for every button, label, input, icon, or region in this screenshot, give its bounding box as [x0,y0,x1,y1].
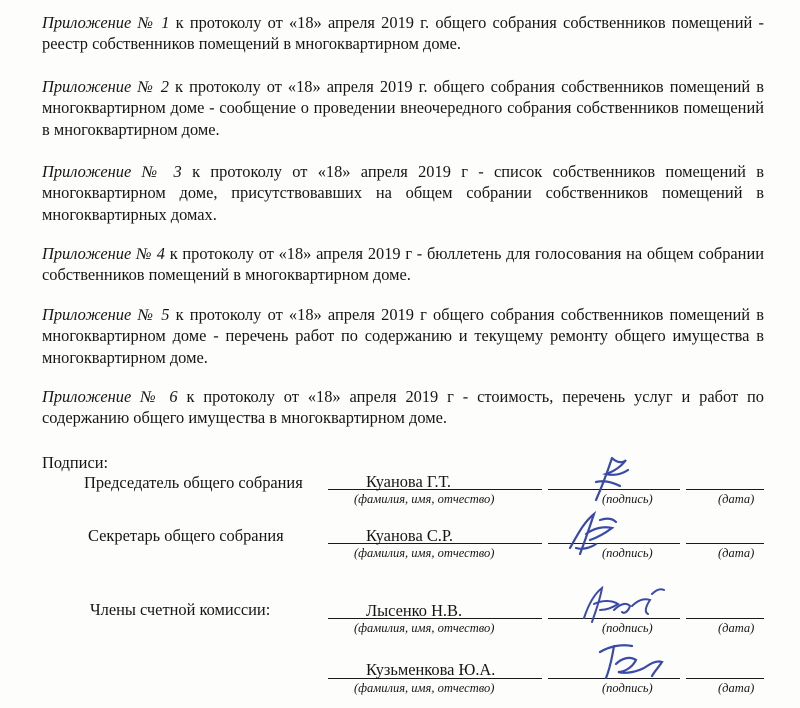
commission-member-1-fio-caption: (фамилия, имя, отчество) [354,621,495,635]
attachment-4-label: Приложение № 4 [42,244,165,263]
attachment-1-text: к протоколу от «18» апреля 2019 г. общего собрания собственников помещений - реестр собственников помещений в многоквартирном доме. [42,13,764,54]
signatures-heading: Подписи: [42,453,109,472]
chairman-fio-caption: (фамилия, имя, отчество) [354,492,495,506]
commission-member-2-date-caption: (дата) [718,681,755,695]
secretary-date-caption: (дата) [718,546,755,560]
chairman-name: Куанова Г.Т. [366,472,452,491]
attachment-3-paragraph [42,161,764,225]
attachment-6-text: к протоколу от «18» апреля 2019 г - стоимость, перечень услуг и работ по содержанию общего имущества в многоквартирном доме. [42,387,764,428]
attachment-6-label: Приложение № 6 [42,387,178,406]
secretary-name-line [328,543,542,544]
commission-member-1-name: Лысенко Н.В. [366,601,463,620]
chairman-date-caption: (дата) [718,492,755,506]
attachment-1-label: Приложение № 1 [42,13,170,32]
attachment-2-label: Приложение № 2 [42,77,169,96]
commission-member-1-name-line [328,618,542,619]
commission-member-2-fio-caption: (фамилия, имя, отчество) [354,681,495,695]
commission-member-1-date-line [686,618,764,619]
commission-member-1-signature-icon [578,582,668,626]
attachment-5-paragraph [42,304,764,368]
commission-member-2-name: Кузьменкова Ю.А. [366,660,496,679]
commission-member-2-sign-caption: (подпись) [602,681,653,695]
commission-member-1-date-caption: (дата) [718,621,755,635]
secretary-role: Секретарь общего собрания [88,526,284,545]
attachment-2-paragraph [42,76,764,140]
secretary-date-line [686,543,764,544]
attachment-4-text: к протоколу от «18» апреля 2019 г - бюллетень для голосования на общем собрании собственников помещений в многоквартирном доме. [42,244,764,285]
chairman-signature-icon [582,452,638,506]
attachment-2-text: к протоколу от «18» апреля 2019 г. общего собрания собственников помещений в многоквартирном доме - сообщение о проведении внеочередного собрания собственников помещений в многоквартирном доме. [42,77,765,139]
attachment-5-label: Приложение № 5 [42,305,170,324]
commission-member-2-name-line [328,678,542,679]
attachment-4-paragraph [42,243,764,286]
secretary-name: Куанова С.Р. [366,526,454,545]
chairman-date-line [686,489,764,490]
commission-member-2-signature-icon [592,638,672,684]
commission-member-2-date-line [686,678,764,679]
commission-member-1-sign-caption: (подпись) [602,621,653,635]
attachment-5-text: к протоколу от «18» апреля 2019 г общего собрания собственников помещений в многоквартирном доме - перечень работ по содержанию и текущему ремонту общего имущества в многоквартирном доме. [42,305,764,367]
chairman-name-line [328,489,542,490]
attachment-3-text: к протоколу от «18» апреля 2019 г - список собственников помещений в многоквартирном доме, присутствовавших на общем собрании собственников помещений в многоквартирных домах. [42,162,764,224]
chairman-sign-caption: (подпись) [602,492,653,506]
secretary-fio-caption: (фамилия, имя, отчество) [354,546,495,560]
chairman-role: Председатель общего собрания [84,473,303,492]
attachment-6-paragraph [42,386,764,429]
secretary-signature-icon [560,504,624,560]
attachment-3-label: Приложение № 3 [42,162,182,181]
secretary-sign-caption: (подпись) [602,546,653,560]
commission-role: Члены счетной комиссии: [90,600,271,619]
attachment-1-paragraph [42,12,764,55]
